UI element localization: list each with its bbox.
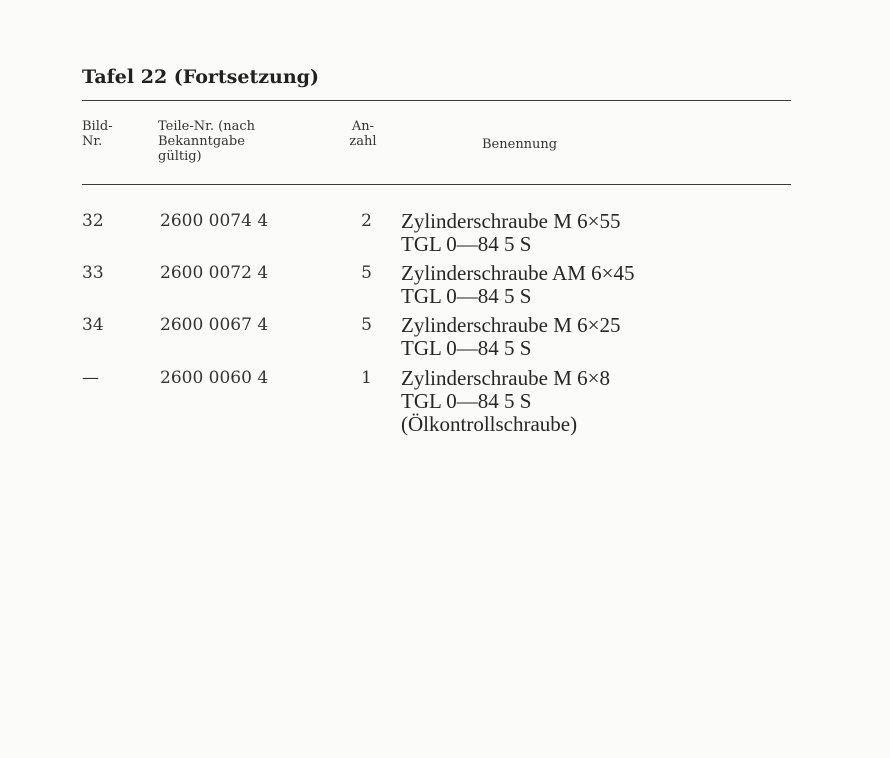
cell-teile-nr: 2600 0060 4: [160, 368, 269, 388]
cell-anzahl: 2: [361, 211, 372, 231]
cell-anzahl: 5: [361, 263, 372, 283]
header-top-rule: [82, 100, 791, 101]
benennung-line: Zylinderschraube M 6×8: [401, 366, 610, 390]
cell-anzahl: 5: [361, 315, 372, 335]
benennung-line: TGL 0—84 5 S: [401, 336, 532, 360]
cell-benennung: [401, 367, 610, 436]
benennung-line: TGL 0—84 5 S: [401, 389, 532, 413]
cell-benennung: [401, 210, 620, 256]
cell-benennung: [401, 262, 634, 308]
cell-bild-nr: 34: [82, 315, 104, 335]
benennung-line: (Ölkontrollschraube): [401, 412, 578, 436]
cell-bild-nr: —: [82, 368, 99, 388]
cell-anzahl: 1: [361, 368, 372, 388]
benennung-line: TGL 0—84 5 S: [401, 232, 532, 256]
benennung-line: Zylinderschraube M 6×55: [401, 209, 621, 233]
cell-bild-nr: 33: [82, 263, 104, 283]
column-header-teile-nr: Teile-Nr. (nach Bekanntgabe gültig): [158, 119, 256, 164]
table-title: Tafel 22 (Fortsetzung): [82, 66, 319, 88]
benennung-line: TGL 0—84 5 S: [401, 284, 532, 308]
benennung-line: Zylinderschraube AM 6×45: [401, 261, 635, 285]
cell-benennung: [401, 314, 620, 360]
cell-teile-nr: 2600 0074 4: [160, 211, 269, 231]
column-header-bild-nr: Bild- Nr.: [82, 119, 113, 149]
cell-teile-nr: 2600 0072 4: [160, 263, 269, 283]
column-header-benennung: Benennung: [482, 137, 558, 152]
column-header-anzahl: An- zahl: [349, 119, 377, 149]
cell-bild-nr: 32: [82, 211, 104, 231]
benennung-line: Zylinderschraube M 6×25: [401, 313, 621, 337]
cell-teile-nr: 2600 0067 4: [160, 315, 269, 335]
header-bottom-rule: [82, 184, 791, 185]
